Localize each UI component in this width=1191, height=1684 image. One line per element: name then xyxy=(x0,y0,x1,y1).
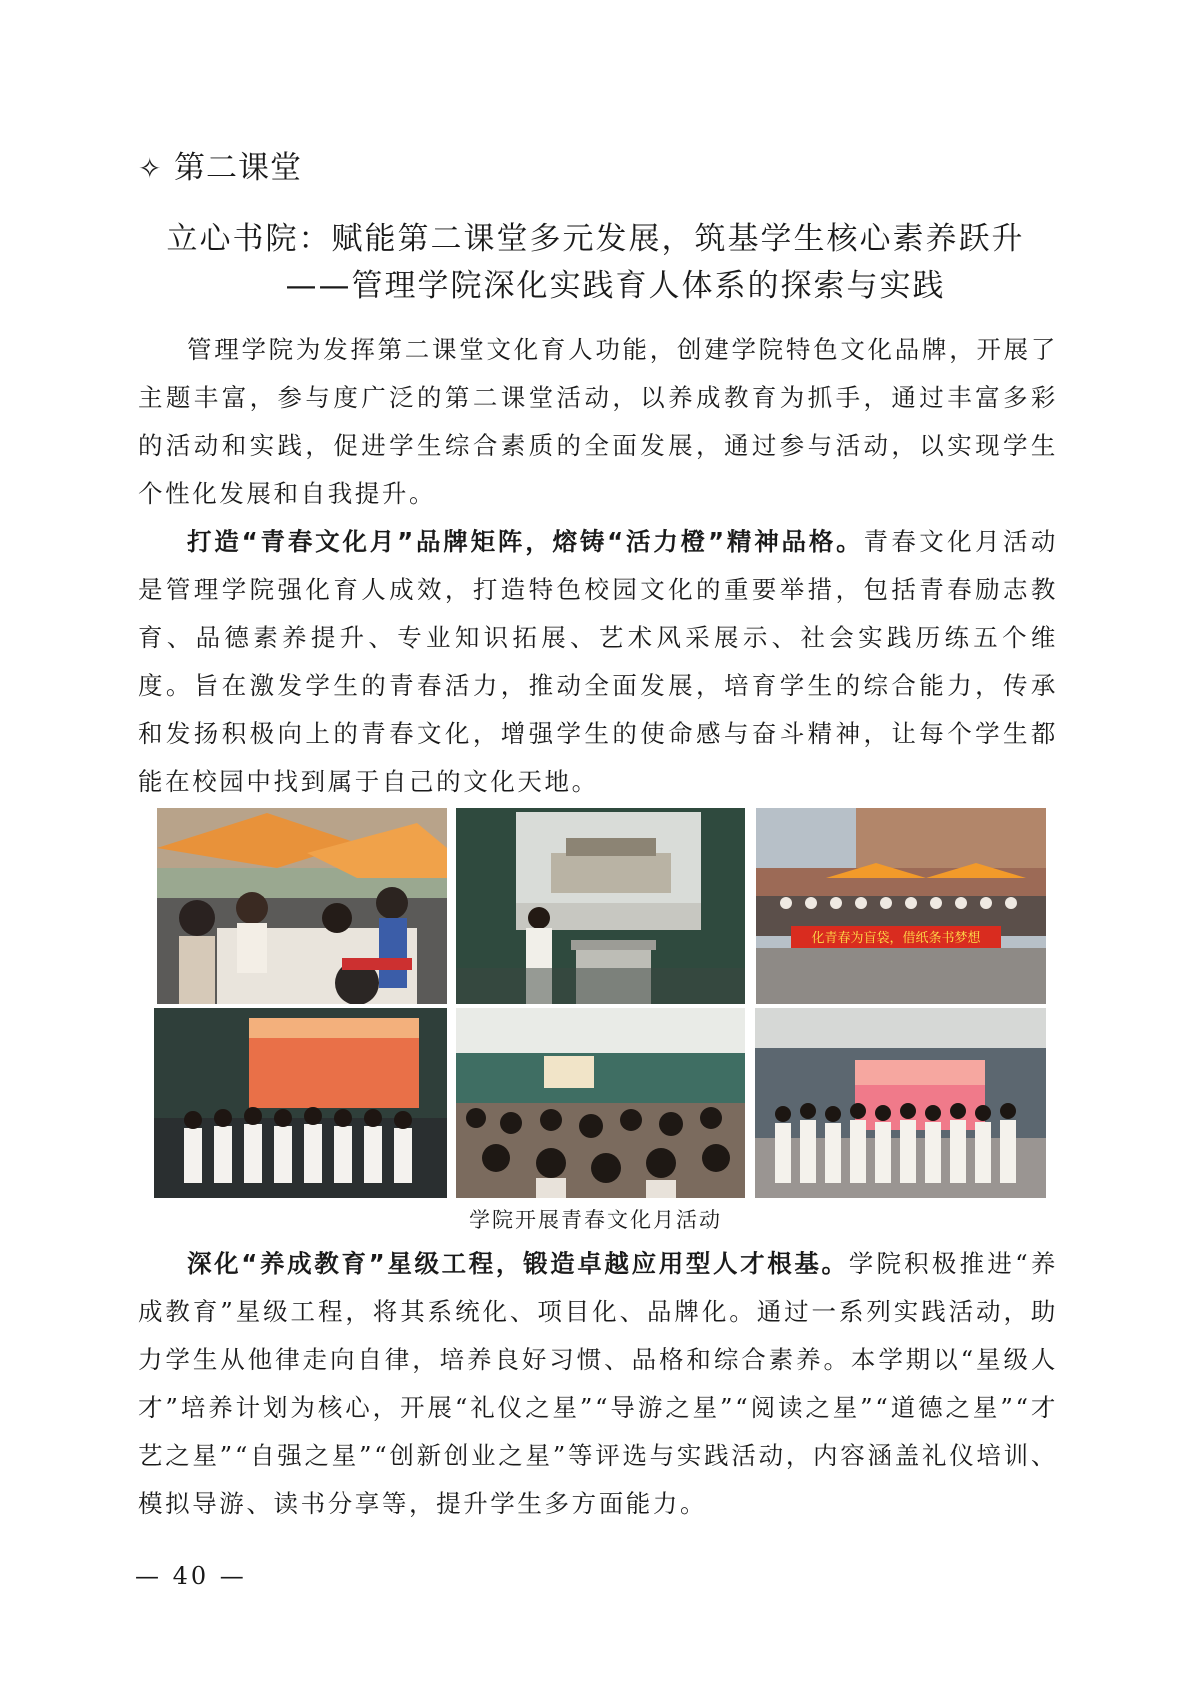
photo-classroom-group xyxy=(755,1008,1046,1198)
section-heading-text: 第二课堂 xyxy=(174,150,302,186)
photo-classroom-audience xyxy=(456,1008,745,1198)
photo-lecture-speaker xyxy=(456,808,745,1004)
photo-group-outdoor-banner xyxy=(756,808,1046,1004)
photo-outdoor-craft-activity xyxy=(157,808,447,1004)
section-heading xyxy=(138,142,302,187)
article-subtitle: ——管理学院深化实践育人体系的探索与实践 xyxy=(285,268,946,304)
banner-text: 化青春为盲袋，借纸条书梦想 xyxy=(811,931,981,946)
four-point-star-icon: ✧ xyxy=(138,152,163,185)
page-number: — 40 — xyxy=(135,1562,247,1590)
paragraph-intro: 管理学院为发挥第二课堂文化育人功能，创建学院特色文化品牌，开展了主题丰富，参与度广泛的第二课堂活动，以养成教育为抓手，通过丰富多彩的活动和实践，促进学生综合素质的全面发展，通过参与活动，以实现学生个性化发展和自我提升。 xyxy=(138,335,1058,508)
paragraph-lead: 深化“养成教育”星级工程，锻造卓越应用型人才根基。 xyxy=(187,1249,849,1278)
photo-auditorium-stage-group xyxy=(154,1008,447,1198)
article-title: 立心书院：赋能第二课堂多元发展，筑基学生核心素养跃升 xyxy=(166,221,1025,257)
paragraph-body: 青春文化月活动是管理学院强化育人成效，打造特色校园文化的重要举措，包括青春励志教育、品德素养提升、专业知识拓展、艺术风采展示、社会实践历练五个维度。旨在激发学生的青春活力，推动全面发展，培育学生的综合能力，传承和发扬积极向上的青春文化，增强学生的使命感与奋斗精神，让每个学生都能在校园中找到属于自己的文化天地。 xyxy=(138,527,1059,796)
photo-caption: 学院开展青春文化月活动 xyxy=(469,1208,722,1232)
paragraph-culture-month xyxy=(138,518,1058,806)
paragraph-body: 学院积极推进“养成教育”星级工程，将其系统化、项目化、品牌化。通过一系列实践活动，助力学生从他律走向自律，培养良好习惯、品格和综合素养。本学期以“星级人才”培养计划为核心，开展“礼仪之星”“导游之星”“阅读之星”“道德之星”“才艺之星”“自强之星”“创新创业之星”等评选与实践活动，内容涵盖礼仪培训、模拟导游、读书分享等，提升学生多方面能力。 xyxy=(138,1249,1059,1518)
paragraph-star-project xyxy=(138,1240,1058,1528)
paragraph-lead: 打造“青春文化月”品牌矩阵，熔铸“活力橙”精神品格。 xyxy=(187,527,864,556)
